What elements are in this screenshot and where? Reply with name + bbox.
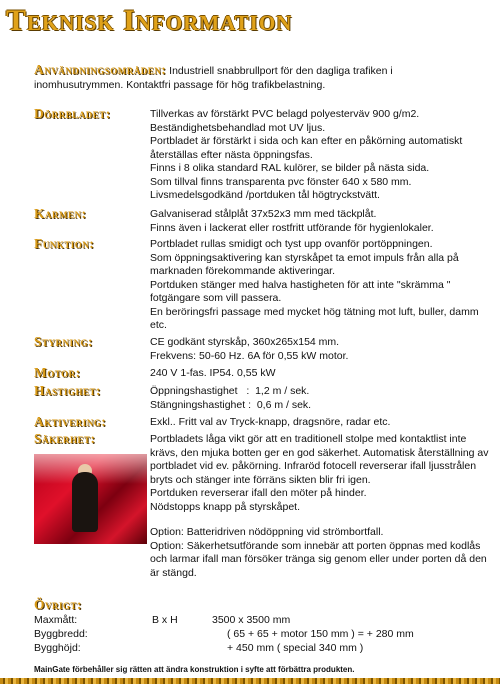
- section-line: Portbladet rullas smidigt och tyst upp ovanför portöppningen.: [150, 238, 433, 250]
- spacer: [150, 514, 495, 526]
- intro-heading: Användningsområden:: [34, 62, 167, 77]
- section-body: [150, 108, 495, 203]
- section-line: Finns i 8 olika standard RAL kulörer, se bilder på nästa sida.: [150, 162, 430, 174]
- ovrigt-label: Bygghöjd:: [34, 642, 81, 654]
- ovrigt-value: ( 65 + 65 + motor 150 mm ) = + 280 mm: [227, 628, 414, 640]
- ovrigt-value: + 450 mm ( special 340 mm ): [227, 642, 364, 654]
- section-heading: Karmen:: [34, 206, 87, 221]
- section-line: Finns även i lackerat eller rostfritt utförande för hygienlokaler.: [150, 221, 434, 234]
- intro-text: Industriell snabbrullport för den dagliga trafiken i inomhusutrymmen. Kontaktfri passage för hög trafikbelastning.: [34, 65, 393, 91]
- section-line: En beröringsfri passage med mycket hög tätning mot luft, buller, damm etc.: [150, 305, 479, 331]
- section-line: CE godkänt styrskåp, 360x265x154 mm.: [150, 336, 340, 348]
- section-heading: Dörrbladet:: [34, 106, 111, 121]
- section-line: Öppningshastighet : 1,2 m / sek.: [150, 385, 310, 397]
- section-body: [150, 336, 495, 363]
- section-line: Portduken stänger med halva hastigheten för att inte "skrämma " fotgängare som vill passera.: [150, 278, 451, 304]
- ovrigt-mid: B x H: [152, 614, 178, 626]
- section-heading: Motor:: [34, 365, 81, 380]
- section-line: Galvaniserad stålplåt 37x52x3 mm med täckplåt.: [150, 208, 377, 220]
- section-heading: Funktion:: [34, 236, 95, 251]
- decorative-bar: [0, 678, 500, 684]
- section-line: Option: Batteridriven nödöppning vid strömbortfall.: [150, 526, 384, 538]
- section-body: [150, 208, 495, 235]
- section-line: Option: Säkerhetsutförande som innebär att porten öppnas med kodlås och larmar ifall man försöker tränga sig genom eller under porten då den är stängd.: [150, 539, 487, 579]
- section-line: Nödstopps knapp på styrskåpet.: [150, 500, 301, 513]
- section-heading: Hastighet:: [34, 383, 102, 398]
- section-line: Som öppningsaktivering kan styrskåpet ta emot impuls från alla på marknaden förekommande aktiveringar.: [150, 251, 459, 277]
- section-line: Frekvens: 50-60 Hz. 6A för 0,55 kW motor.: [150, 349, 349, 362]
- section-line: Portbladets låga vikt gör att en traditionell stolpe med kontaktlist inte krävs, den mjuka botten ger en god säkerhet. Automatisk återställning av portbladet vid ev. påkörning. Infraröd fotocell reverserar ifall ljusstrålen bryts och stänger inte förräns sikten blir fri igen.: [150, 433, 489, 486]
- section-heading: Aktivering:: [34, 414, 107, 429]
- section-line: Livsmedelsgodkänd /portduken tål högtryckstvätt.: [150, 189, 380, 201]
- section-heading: Styrning:: [34, 334, 94, 349]
- section-line: Portbladet är förstärkt i sida och kan efter en påkörning automatiskt återställas efter nästa öppningsfas.: [150, 135, 463, 161]
- door-photo: [34, 454, 147, 544]
- ovrigt-label: Maxmått:: [34, 614, 78, 626]
- section-line: 240 V 1-fas. IP54. 0,55 kW: [150, 367, 276, 379]
- photo-person-body: [72, 472, 98, 532]
- section-body: [150, 238, 495, 333]
- section-line: Beständighetsbehandlad mot UV ljus.: [150, 121, 326, 134]
- section-line: Tillverkas av förstärkt PVC belagd polyesterväv 900 g/m2.: [150, 108, 420, 120]
- section-line: Portduken reverserar ifall den möter på hinder.: [150, 487, 367, 499]
- section-line: Som tillval finns transparenta pvc fönster 640 x 580 mm.: [150, 175, 412, 188]
- section-body: [150, 416, 495, 430]
- ovrigt-value: 3500 x 3500 mm: [212, 614, 291, 626]
- section-heading: Säkerhet:: [34, 431, 96, 446]
- intro-paragraph: [34, 63, 474, 92]
- page-title: Teknisk Information: [6, 4, 293, 37]
- footer-note: MainGate förbehåller sig rätten att ändra konstruktion i syfte att förbättra produkten.: [34, 665, 355, 674]
- section-line: Stängningshastighet : 0,6 m / sek.: [150, 398, 312, 411]
- section-body: [150, 367, 495, 381]
- ovrigt-heading: Övrigt:: [34, 597, 83, 612]
- section-body: [150, 433, 495, 580]
- ovrigt-label: Byggbredd:: [34, 628, 88, 640]
- section-body: [150, 385, 495, 412]
- section-line: Exkl.. Fritt val av Tryck-knapp, dragsnöre, radar etc.: [150, 416, 391, 428]
